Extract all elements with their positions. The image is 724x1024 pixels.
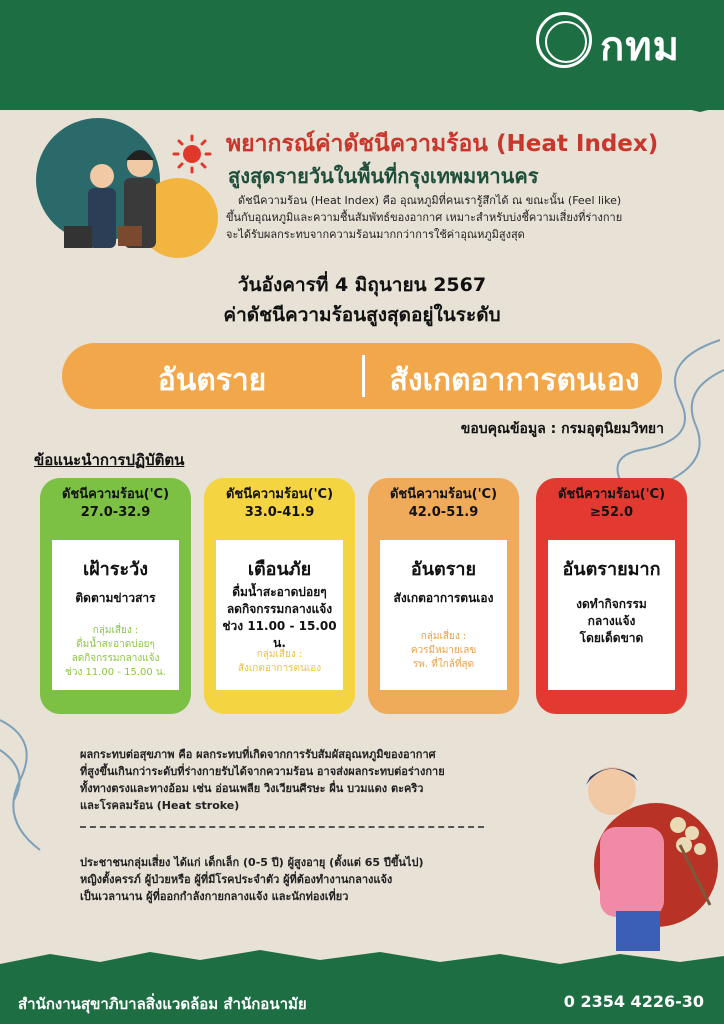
card-risk-line: กลุ่มเสี่ยง : [92,625,139,636]
swirl-decoration-left [0,700,60,860]
org-logo-text: กทม [600,24,680,70]
dashed-divider [80,826,484,828]
card-risk-line: ช่วง 11.00 - 15.00 น. [65,667,166,678]
heat-level-card-warning [204,478,355,714]
risk-groups-line: หญิงตั้งครรภ์ ผู้ป่วยหรือ ผู้ที่มีโรคประจำตัว ผู้ที่ต้องทำงานกลางแจ้ง [80,873,393,886]
card-level: อันตรายมาก [562,559,661,580]
header-banner [0,0,724,110]
page-title: พยากรณ์ค่าดัชนีความร้อน (Heat Index) [226,131,659,157]
card-risk-line: กลุ่มเสี่ยง : [420,631,467,642]
card-header-label: ดัชนีความร้อน('C) [389,487,498,502]
health-effects-line: ผลกระทบต่อสุขภาพ คือ ผลกระทบที่เกิดจากการรับสัมผัสอุณหภูมิของอากาศ [80,748,436,761]
card-action-line: งดทำกิจกรรม [576,597,647,611]
risk-groups-paragraph [80,854,520,905]
footer-organization: สำนักงานสุขาภิบาลสิ่งแวดล้อม สำนักอนามัย [18,995,307,1013]
heat-level-card-danger [368,478,519,714]
card-action-line: ช่วง 11.00 - 15.00 น. [222,619,337,650]
page-subtitle: สูงสุดรายวันในพื้นที่กรุงเทพมหานคร [228,164,539,188]
card-range: 33.0-41.9 [244,505,315,520]
card-header [40,486,191,522]
health-effects-line: และโรคลมร้อน (Heat stroke) [80,799,240,812]
card-level: เตือนภัย [247,559,312,580]
divider [362,355,365,397]
card-body [380,540,507,690]
card-risk-group [216,648,343,676]
card-action-line: ดื่มน้ำสะอาดบ่อยๆ [232,585,327,599]
current-level-label: อันตราย [157,363,267,398]
card-action [52,590,179,607]
risk-groups-line: ประชาชนกลุ่มเสี่ยง ได้แก่ เด็กเล็ก (0-5 ปี) ผู้สูงอายุ (ตั้งแต่ 65 ปีขึ้นไป) [80,856,424,869]
swirl-decoration [600,330,724,490]
footer-phone: 0 2354 4226-30 [563,992,704,1011]
forecast-date: วันอังคารที่ 4 มิถุนายน 2567 [237,274,487,296]
health-effects-line: ที่สูงขึ้นเกินกว่าระดับที่ร่างกายรับได้จากความร้อน อาจส่งผลกระทบต่อร่างกาย [80,765,445,778]
description-line: ดัชนีความร้อน (Heat Index) คือ อุณหภูมิที่คนเรารู้สึกได้ ณ ขณะนั้น (Feel like) [238,194,622,207]
heat-level-card-watch [40,478,191,714]
card-range: 42.0-51.9 [408,505,479,520]
card-action [216,584,343,652]
heat-sick-person-illustration [560,755,724,955]
description-line: ขึ้นกับอุณหภูมิและความชื้นสัมพัทธ์ของอากาศ เหมาะสำหรับบ่งชี้ความเสี่ยงที่ร่างกาย [226,211,623,224]
card-risk-line: กลุ่มเสี่ยง : [256,649,303,660]
card-risk-line: สังเกตอาการตนเอง [237,663,322,674]
card-header [368,486,519,522]
card-action-line: ลดกิจกรรมกลางแจ้ง [226,602,333,616]
card-header [204,486,355,522]
heat-level-card-extreme [536,478,687,714]
bma-seal-logo [536,12,592,68]
card-action-line: โดยเด็ดขาด [579,631,644,645]
heat-index-description [226,192,696,243]
level-heading: ค่าดัชนีความร้อนสูงสุดอยู่ในระดับ [223,304,501,326]
card-risk-group [380,630,507,672]
card-range: ≥52.0 [590,505,633,520]
health-effects-paragraph [80,746,550,814]
card-level: เฝ้าระวัง [82,559,149,580]
card-header-label: ดัชนีความร้อน('C) [557,487,666,502]
card-action [380,590,507,607]
card-header-label: ดัชนีความร้อน('C) [225,487,334,502]
health-effects-line: ทั้งทางตรงและทางอ้อม เช่น อ่อนเพลีย วิงเวียนศีรษะ ผื่น บวมแดง ตะคริว [80,782,424,795]
card-risk-line: ควรมีหมายเลข [410,645,477,656]
card-risk-line: รพ. ที่ใกล้ที่สุด [412,659,475,670]
business-people-illustration [28,118,224,268]
description-line: จะได้รับผลกระทบจากความร้อนมากกว่าการใช้ค่าอุณหภูมิสูงสุด [226,228,525,241]
card-risk-line: ลดกิจกรรมกลางแจ้ง [71,653,160,664]
risk-groups-line: เป็นเวลานาน ผู้ที่ออกกำลังกายกลางแจ้ง และนักท่องเที่ยว [80,890,349,903]
sun-icon [174,136,210,172]
card-action-line: ติดตามข่าวสาร [75,591,156,605]
card-level: อันตราย [410,559,477,580]
card-action-line: สังเกตอาการตนเอง [393,591,494,605]
current-level-action: สังเกตอาการตนเอง [389,363,640,398]
card-range: 27.0-32.9 [80,505,151,520]
card-risk-line: ดื่มน้ำสะอาดบ่อยๆ [76,639,155,650]
advice-heading: ข้อแนะนำการปฏิบัติตน [34,451,185,469]
card-action [548,596,675,647]
card-risk-group [52,624,179,680]
card-body [216,540,343,690]
data-credit: ขอบคุณข้อมูล : กรมอุตุนิยมวิทยา [460,421,664,437]
card-header [536,486,687,522]
current-level-banner [62,343,662,409]
card-header-label: ดัชนีความร้อน('C) [61,487,170,502]
card-action-line: กลางแจ้ง [587,614,636,628]
card-body [52,540,179,690]
card-body [548,540,675,690]
